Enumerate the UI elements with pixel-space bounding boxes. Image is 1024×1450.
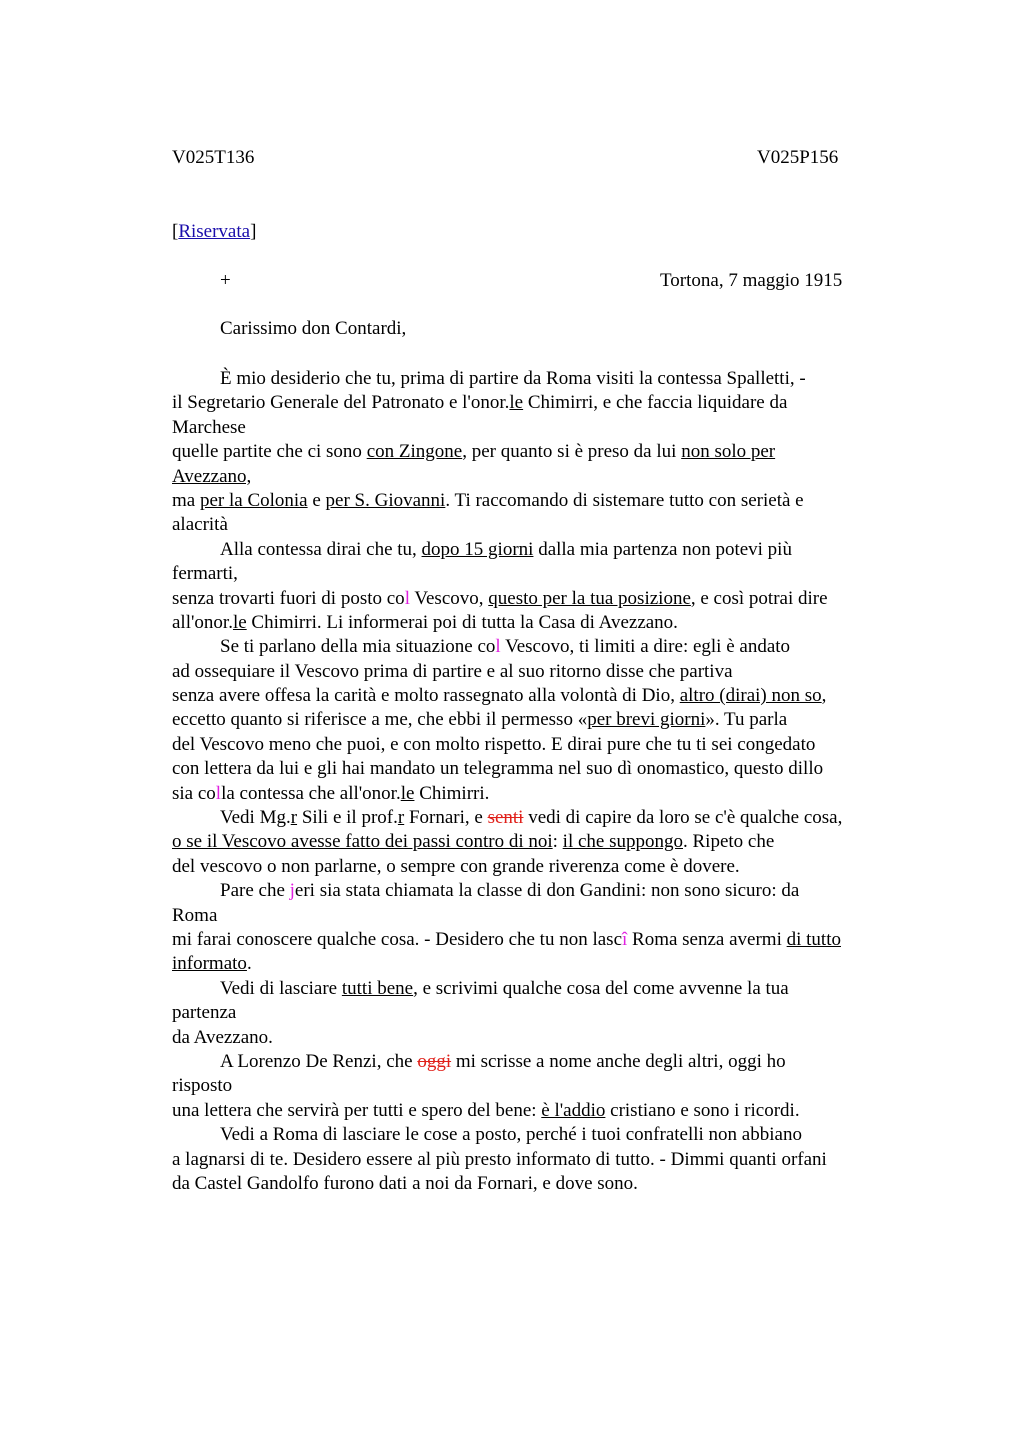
letter-line — [172, 928, 912, 952]
text-run: vedi di capire da loro se c'è qualche cosa, — [523, 807, 843, 829]
text-run: una lettera che servirà per tutti e spero del bene: — [172, 1099, 542, 1121]
text-run: senza trovarti fuori di posto co — [172, 587, 405, 609]
letter-line — [172, 1123, 912, 1147]
underlined-text: le — [232, 611, 247, 633]
text-run: del Vescovo meno che puoi, e con molto rispetto. E dirai pure che tu ti sei congedato — [172, 733, 816, 755]
underlined-text: è l'addio — [541, 1099, 606, 1121]
text-run: mi scrisse a nome anche degli altri, oggi ho — [451, 1050, 786, 1072]
letter-line — [172, 806, 912, 830]
text-run: A Lorenzo De Renzi, che — [220, 1050, 418, 1072]
text-run: Vescovo, — [409, 587, 489, 609]
text-run: . Ti raccomando di sistemare tutto con serietà e — [445, 489, 804, 511]
letter-line — [172, 465, 912, 489]
text-run: , e scrivimi qualche cosa del come avvenne la tua — [413, 977, 789, 999]
text-run: Chimirri, e che faccia liquidare da — [523, 392, 788, 414]
letter-line — [172, 611, 912, 635]
cross-symbol: + — [220, 270, 231, 291]
underlined-text: r — [290, 807, 298, 829]
text-run: alacrità — [172, 514, 228, 536]
text-run: È mio desiderio che tu, prima di partire da Roma visiti la contessa Spalletti, - — [220, 368, 806, 389]
letter-line — [172, 440, 912, 464]
text-run: ma — [172, 489, 200, 511]
deleted-text: senti — [487, 807, 524, 829]
letter-line — [172, 782, 912, 806]
letter-line — [172, 1050, 912, 1074]
inserted-text: î — [622, 928, 628, 950]
letter-line — [172, 416, 912, 440]
riservata-tag: [Riservata] — [172, 221, 257, 242]
text-run: sia co — [172, 782, 216, 804]
letter-line — [172, 660, 912, 684]
letter-line — [172, 757, 912, 781]
letter-line — [172, 635, 912, 659]
underlined-text: tutti bene — [341, 977, 414, 999]
text-run: a lagnarsi di te. Desidero essere al più presto informato di tutto. - Dimmi quanti orfani — [172, 1148, 827, 1170]
inserted-text: l — [495, 636, 501, 658]
text-run: cristiano e sono i ricordi. — [605, 1099, 800, 1121]
underlined-text: il che suppongo — [562, 831, 683, 853]
letter-body — [172, 367, 912, 1196]
letter-line — [172, 1172, 912, 1196]
letter-line — [172, 1148, 912, 1172]
text-run: quelle partite che ci sono — [172, 441, 367, 463]
underlined-text: questo per la tua posizione — [488, 587, 691, 609]
letter-line — [172, 538, 912, 562]
text-run: senza avere offesa la carità e molto rassegnato alla volontà di Dio, — [172, 685, 680, 707]
text-run: con lettera da lui e gli hai mandato un telegramma nel suo dì onomastico, questo dillo — [172, 758, 824, 780]
text-run: Vedi Mg. — [220, 807, 291, 829]
text-run: all'onor. — [172, 611, 233, 633]
text-run: fermarti, — [172, 563, 238, 585]
text-run: Chimirri. Li informerai poi di tutta la Casa di Avezzano. — [246, 611, 678, 633]
text-run: Vedi a Roma di lasciare le cose a posto, perché i tuoi confratelli non abbiano — [220, 1124, 802, 1146]
text-run: Pare che — [220, 880, 290, 902]
text-run: mi farai conoscere qualche cosa. - Desidero che tu non lasc — [172, 928, 622, 950]
letter-line — [172, 977, 912, 1001]
letter-line — [172, 1026, 912, 1050]
underlined-text: Avezzano, — [172, 465, 252, 487]
letter-line — [172, 1099, 912, 1123]
text-run: ». Tu parla — [705, 709, 788, 731]
underlined-text: le — [400, 782, 415, 804]
underlined-text: dopo 15 giorni — [421, 538, 534, 560]
text-run: , per quanto si è preso da lui — [462, 441, 682, 463]
letter-line — [172, 830, 912, 854]
text-run: , e così potrai dire — [690, 587, 828, 609]
underlined-text: o se il Vescovo avesse fatto dei passi contro di noi — [172, 831, 553, 853]
letter-line — [172, 684, 912, 708]
letter-line — [172, 587, 912, 611]
letter-line — [172, 952, 912, 976]
underlined-text: per brevi giorni — [587, 709, 706, 731]
text-run: Chimirri. — [414, 782, 490, 804]
text-run: . — [246, 953, 252, 975]
text-run: eccetto quanto si riferisce a me, che ebbi il permesso « — [172, 709, 588, 731]
text-run: la contessa che all'onor. — [221, 782, 401, 804]
text-run: : — [552, 831, 563, 853]
letter-line — [172, 489, 912, 513]
letter-line — [172, 1001, 912, 1025]
underlined-text: r — [397, 807, 405, 829]
text-run: dalla mia partenza non potevi più — [533, 538, 792, 560]
text-run: eri sia stata chiamata la classe di don Gandini: non sono sicuro: da — [294, 880, 800, 902]
text-run: Fornari, e — [404, 807, 488, 829]
text-run: da Avezzano. — [172, 1026, 273, 1048]
text-run: , — [821, 685, 827, 707]
letter-line — [172, 513, 912, 537]
letter-line — [172, 904, 912, 928]
text-run: Marchese — [172, 416, 246, 438]
inserted-text: l — [215, 782, 222, 804]
letter-line — [172, 733, 912, 757]
text-run: risposto — [172, 1075, 233, 1097]
place-date: Tortona, 7 maggio 1915 — [660, 270, 843, 291]
text-run: del vescovo o non parlarne, o sempre con grande riverenza come è dovere. — [172, 855, 740, 877]
riservata-link[interactable]: Riservata — [178, 221, 251, 242]
underlined-text: per S. Giovanni — [325, 489, 446, 511]
text-run: partenza — [172, 1002, 237, 1024]
text-run: Roma senza avermi — [627, 928, 787, 950]
underlined-text: con Zingone — [366, 441, 463, 463]
text-run: Alla contessa dirai che tu, — [220, 538, 422, 560]
text-run: Vedi di lasciare — [220, 977, 342, 999]
document-code-right: V025P156 — [757, 147, 839, 168]
text-run: e — [307, 489, 326, 511]
inserted-text: j — [289, 880, 295, 902]
letter-line — [172, 367, 912, 391]
letter-line — [172, 879, 912, 903]
letter-line — [172, 708, 912, 732]
greeting: Carissimo don Contardi, — [220, 318, 407, 339]
text-run: . Ripeto che — [683, 831, 775, 853]
text-run: da Castel Gandolfo furono dati a noi da Fornari, e dove sono. — [172, 1172, 638, 1194]
letter-line — [172, 1074, 912, 1098]
letter-line — [172, 391, 912, 415]
text-run: Vescovo, ti limiti a dire: egli è andato — [500, 636, 791, 658]
text-run: ad ossequiare il Vescovo prima di partire e al suo ritorno disse che partiva — [172, 660, 733, 682]
underlined-text: informato — [172, 953, 247, 975]
text-run: il Segretario Generale del Patronato e l'onor. — [172, 392, 510, 414]
text-run: Roma — [172, 904, 218, 926]
letter-line — [172, 562, 912, 586]
document-code-left: V025T136 — [172, 147, 255, 168]
letter-line — [172, 855, 912, 879]
underlined-text: le — [509, 392, 524, 414]
underlined-text: per la Colonia — [199, 489, 308, 511]
underlined-text: di tutto — [786, 928, 841, 950]
underlined-text: non solo per — [681, 441, 776, 463]
underlined-text: altro (dirai) non so — [679, 685, 822, 707]
deleted-text: oggi — [417, 1050, 452, 1072]
text-run: Sili e il prof. — [297, 807, 398, 829]
inserted-text: l — [404, 587, 410, 609]
text-run: Se ti parlano della mia situazione co — [220, 636, 496, 658]
